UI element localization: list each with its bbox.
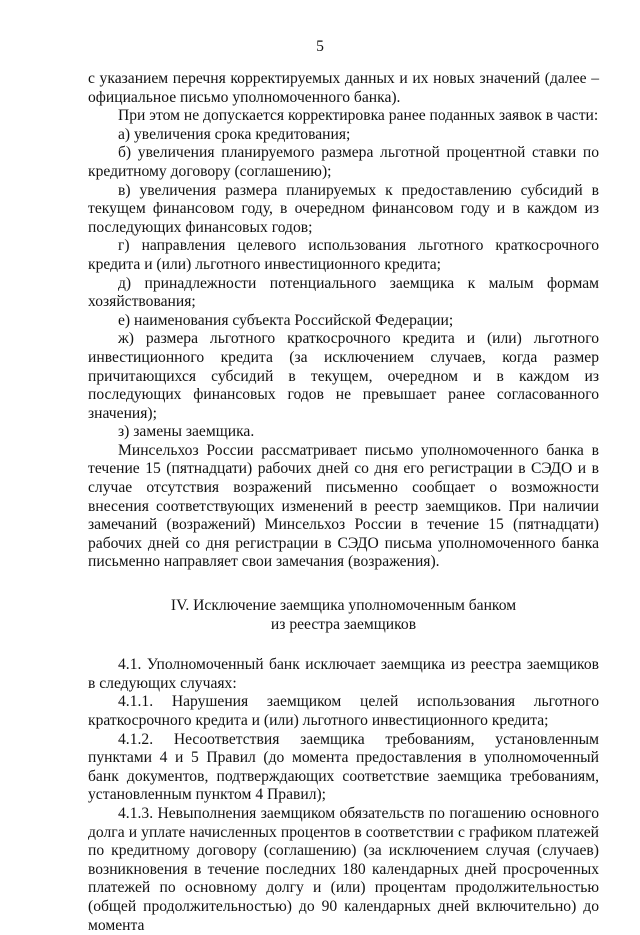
paragraph: б) увеличения планируемого размера льготной процентной ставки по кредитному договору (соглашению);	[88, 144, 599, 180]
document-body	[88, 70, 599, 935]
paragraphs-after-section	[88, 656, 599, 935]
section-heading-line-2: из реестра заемщиков	[270, 615, 417, 633]
paragraph: с указанием перечня корректируемых данных и их новых значений (далее – официальное письмо уполномоченного банка).	[88, 70, 599, 106]
paragraph: 4.1. Уполномоченный банк исключает заемщика из реестра заемщиков в следующих случаях:	[88, 656, 599, 692]
paragraphs-before-section	[88, 70, 599, 572]
paragraph: в) увеличения размера планируемых к предоставлению субсидий в текущем финансовом году, в очередном финансовом году и в каждом из последующих финансовых годов;	[88, 181, 599, 236]
paragraph: а) увеличения срока кредитования;	[118, 125, 351, 143]
paragraph: д) принадлежности потенциального заемщика к малым формам хозяйствования;	[88, 274, 599, 311]
page-number: 5	[316, 38, 324, 55]
paragraph: 4.1.1. Нарушения заемщиком целей использования льготного краткосрочного кредита и (или) льготного инвестиционного кредита;	[88, 693, 599, 729]
section-heading	[88, 597, 599, 634]
paragraph: г) направления целевого использования льготного краткосрочного кредита и (или) льготного инвестиционного кредита;	[88, 237, 599, 273]
paragraph: 4.1.3. Невыполнения заемщиком обязательств по погашению основного долга и уплате начисленных процентов в соответствии с графиком платежей по кредитному договору (соглашению) (за исключением случая (случаев) возникновения в течение последних 180 календарных дней просроченных платежей по основному долгу и (или) процентам продолжительностью (общей продолжительностью) до 90 календарных дней включительно) до момента	[88, 804, 599, 934]
paragraph: Минсельхоз России рассматривает письмо уполномоченного банка в течение 15 (пятнадцати) рабочих дней со дня его регистрации в СЭДО и в случае отсутствия возражений письменно сообщает о возможности внесения соответствующих изменений в реестр заемщиков. При наличии замечаний (возражений) Минсельхоз России в течение 15 (пятнадцати) рабочих дней со дня регистрации в СЭДО письма уполномоченного банка письменно направляет свои замечания (возражения).	[88, 441, 599, 571]
paragraph: ж) размера льготного краткосрочного кредита и (или) льготного инвестиционного кредита (за исключением случаев, когда размер причитающихся субсидий в текущем, очередном и в каждом из последующих финансовых годов не превышает ранее согласованного значения);	[88, 330, 599, 422]
section-heading-line-1: IV. Исключение заемщика уполномоченным банком	[170, 597, 517, 615]
paragraph: 4.1.2. Несоответствия заемщика требованиям, установленным пунктами 4 и 5 Правил (до момента предоставления в уполномоченный банк документов, подтверждающих соответствие заемщика требованиям, установленным пунктом 4 Правил);	[88, 730, 599, 804]
paragraph: е) наименования субъекта Российской Федерации;	[118, 311, 454, 329]
paragraph: При этом не допускается корректировка ранее поданных заявок в части:	[118, 107, 599, 125]
paragraph: з) замены заемщика.	[118, 423, 255, 441]
